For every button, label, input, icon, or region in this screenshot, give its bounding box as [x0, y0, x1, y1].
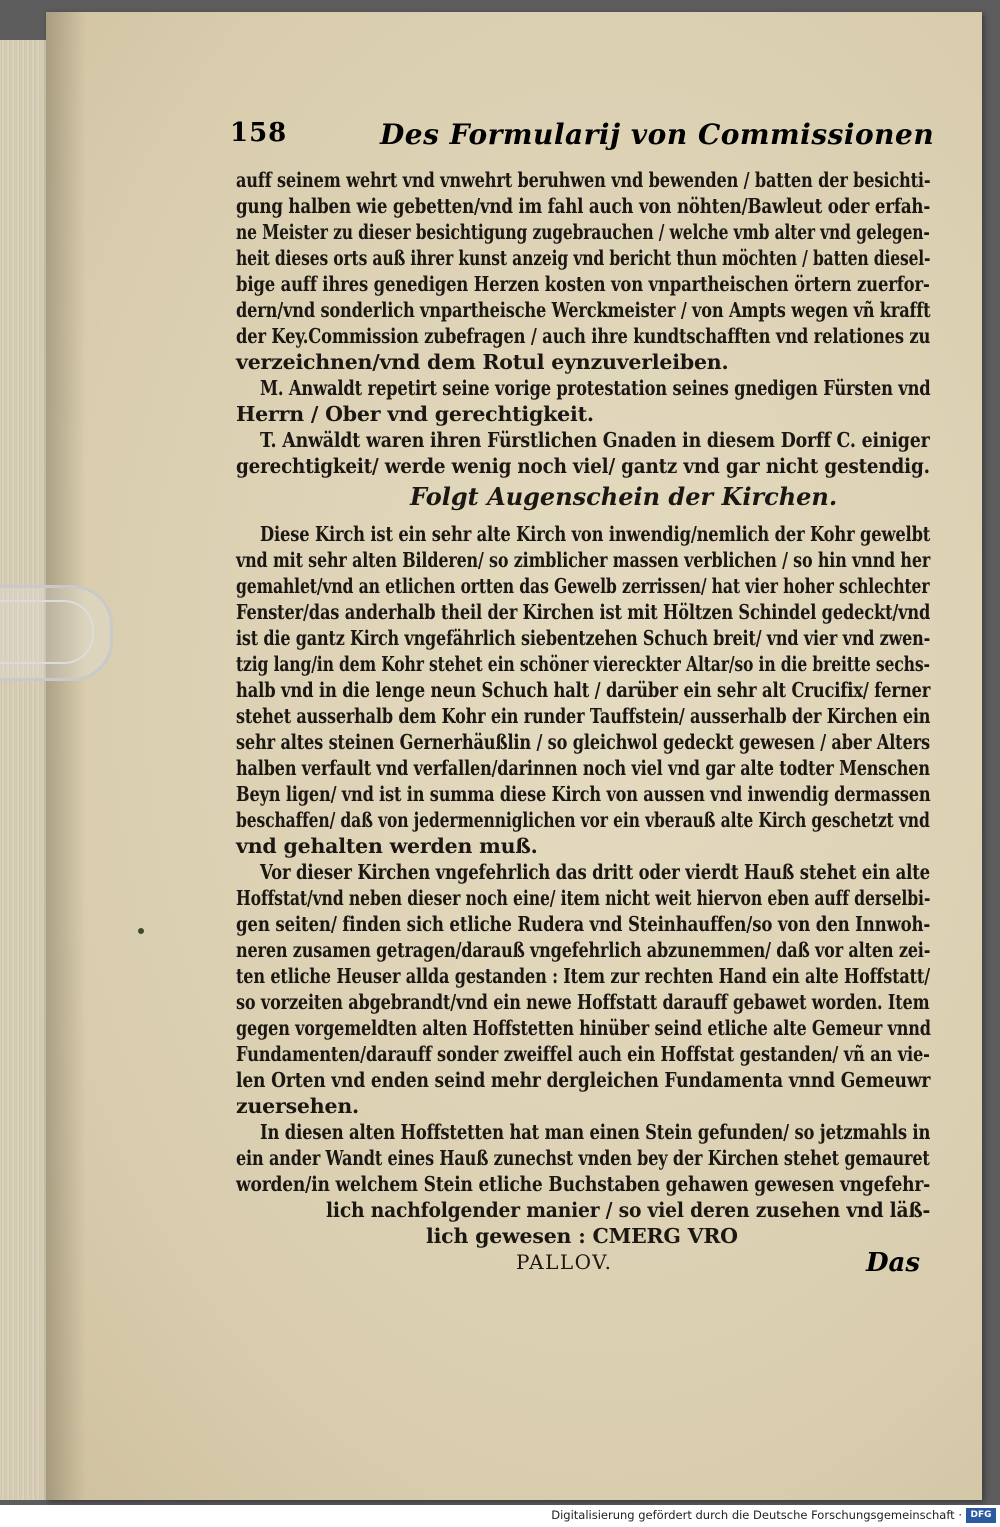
text-line: zuersehen.: [236, 1094, 359, 1118]
text-line: In diesen alten Hoffstetten hat man einen Stein gefunden/ so jetzmahls in: [260, 1120, 931, 1144]
gutter-shadow: [46, 12, 86, 1500]
text-line: ten etliche Heuser allda gestanden : Item zur rechten Hand ein alte Hoffstatt/: [236, 964, 930, 988]
text-line: vnd mit sehr alten Bilderen/ so zimblicher massen verblichen / so hin vnnd her: [236, 548, 931, 572]
page-blemish: [138, 928, 144, 934]
footer-bar: [0, 1505, 1000, 1527]
text-line: halben verfault vnd verfallen/darinnen noch viel vnd gar alte todter Menschen: [236, 756, 930, 780]
section-heading: Folgt Augenschein der Kirchen.: [410, 482, 838, 511]
text-line: lich nachfolgender manier / so viel deren zusehen vnd läß-: [326, 1198, 931, 1222]
text-line: verzeichnen/vnd dem Rotul eynzuverleiben.: [236, 350, 729, 374]
running-title: Des Formularij von Commissionen: [380, 118, 935, 151]
text-line: halb vnd in die lenge neun Schuch halt / darüber ein sehr alt Crucifix/ ferner: [236, 678, 931, 702]
text-line: ein ander Wandt eines Hauß zunechst vnden bey der Kirchen stehet gemauret: [236, 1146, 930, 1170]
text-line: worden/in welchem Stein etliche Buchstaben gehawen gewesen vngefehr-: [236, 1172, 931, 1196]
text-line: Fundamenten/darauff sonder zweiffel auch ein Hoffstat gestanden/ vñ an vie-: [236, 1042, 930, 1066]
text-line: vnd gehalten werden muß.: [236, 834, 538, 858]
catchword: Das: [866, 1248, 921, 1278]
text-line: bige auff ihres genedigen Herzen kosten von vnpartheischen örtern zuerfor-: [236, 272, 930, 296]
text-line: ist die gantz Kirch vngefährlich siebentzehen Schuch breit/ vnd vier vnd zwen-: [236, 626, 931, 650]
text-line: Herrn / Ober vnd gerechtigkeit.: [236, 402, 594, 426]
text-line: auff seinem wehrt vnd vnwehrt beruhwen vnd bewenden / batten der besichti-: [236, 168, 931, 192]
text-line: T. Anwäldt waren ihren Fürstlichen Gnaden in diesem Dorff C. einiger: [260, 428, 930, 452]
book-page-edges: [0, 40, 48, 1500]
text-line: so vorzeiten abgebrandt/vnd ein newe Hoffstatt darauff gebawet worden. Item: [236, 990, 930, 1014]
paper-clip-inner: [0, 600, 94, 664]
dfg-logo: DFG: [966, 1508, 996, 1523]
text-line: Fenster/das anderhalb theil der Kirchen ist mit Höltzen Schindel gedeckt/vnd: [236, 600, 931, 624]
text-line: gerechtigkeit/ werde wenig noch viel/ gantz vnd gar nicht gestendig.: [236, 454, 930, 478]
text-line: gen seiten/ finden sich etliche Rudera vnd Steinhauffen/so von den Innwoh-: [236, 912, 931, 936]
stone-inscription: PALLOV.: [516, 1250, 613, 1274]
funding-credit: Digitalisierung gefördert durch die Deutsche Forschungsgemeinschaft ·: [551, 1508, 962, 1522]
text-line: sehr altes steinen Gernerhäußlin / so gleichwol gedeckt gewesen / aber Alters: [236, 730, 930, 754]
text-line: dern/vnd sonderlich vnpartheische Werckmeister / von Ampts wegen vñ krafft: [236, 298, 931, 322]
text-line: len Orten vnd enden seind mehr dergleichen Fundamenta vnnd Gemeuwr: [236, 1068, 931, 1092]
text-line: Vor dieser Kirchen vngefehrlich das dritt oder vierdt Hauß stehet ein alte: [260, 860, 931, 884]
page-header: [230, 118, 935, 158]
text-line: heit dieses orts auß ihrer kunst anzeig vnd bericht thun möchten / batten diesel-: [236, 246, 931, 270]
text-line: beschaffen/ daß von jedermenniglichen vor ein vberauß alte Kirch geschetzt vnd: [236, 808, 930, 832]
text-line: M. Anwaldt repetirt seine vorige protestation seines gnedigen Fürsten vnd: [260, 376, 931, 400]
text-line: tzig lang/in dem Kohr stehet ein schöner viereckter Altar/so in die breitte sechs-: [236, 652, 930, 676]
text-line: gemahlet/vnd an etlichen ortten das Gewelb zerrissen/ hat vier hoher schlechter: [236, 574, 930, 598]
text-line: lich gewesen : CMERG VRO: [426, 1224, 738, 1248]
text-line: Beyn ligen/ vnd ist in summa diese Kirch von aussen vnd inwendig dermassen: [236, 782, 931, 806]
text-line: Diese Kirch ist ein sehr alte Kirch von inwendig/nemlich der Kohr gewelbt: [260, 522, 931, 546]
text-line: neren zusamen getragen/darauß vngefehrlich abzunemmen/ daß vor alten zei-: [236, 938, 931, 962]
text-line: Hoffstat/vnd neben dieser noch eine/ item nicht weit hiervon eben auff derselbi-: [236, 886, 931, 910]
text-line: stehet ausserhalb dem Kohr ein runder Tauffstein/ ausserhalb der Kirchen ein: [236, 704, 931, 728]
text-line: gegen vorgemeldten alten Hoffstetten hinüber seind etliche alte Gemeur vnnd: [236, 1016, 931, 1040]
text-line: gung halben wie gebetten/vnd im fahl auch von nöhten/Bawleut oder erfah-: [236, 194, 931, 218]
page-number: 158: [230, 118, 288, 148]
text-line: ne Meister zu dieser besichtigung zugebrauchen / welche vmb alter vnd gelegen-: [236, 220, 930, 244]
text-line: der Key.Commission zubefragen / auch ihre kundtschafften vnd relationes zu: [236, 324, 931, 348]
